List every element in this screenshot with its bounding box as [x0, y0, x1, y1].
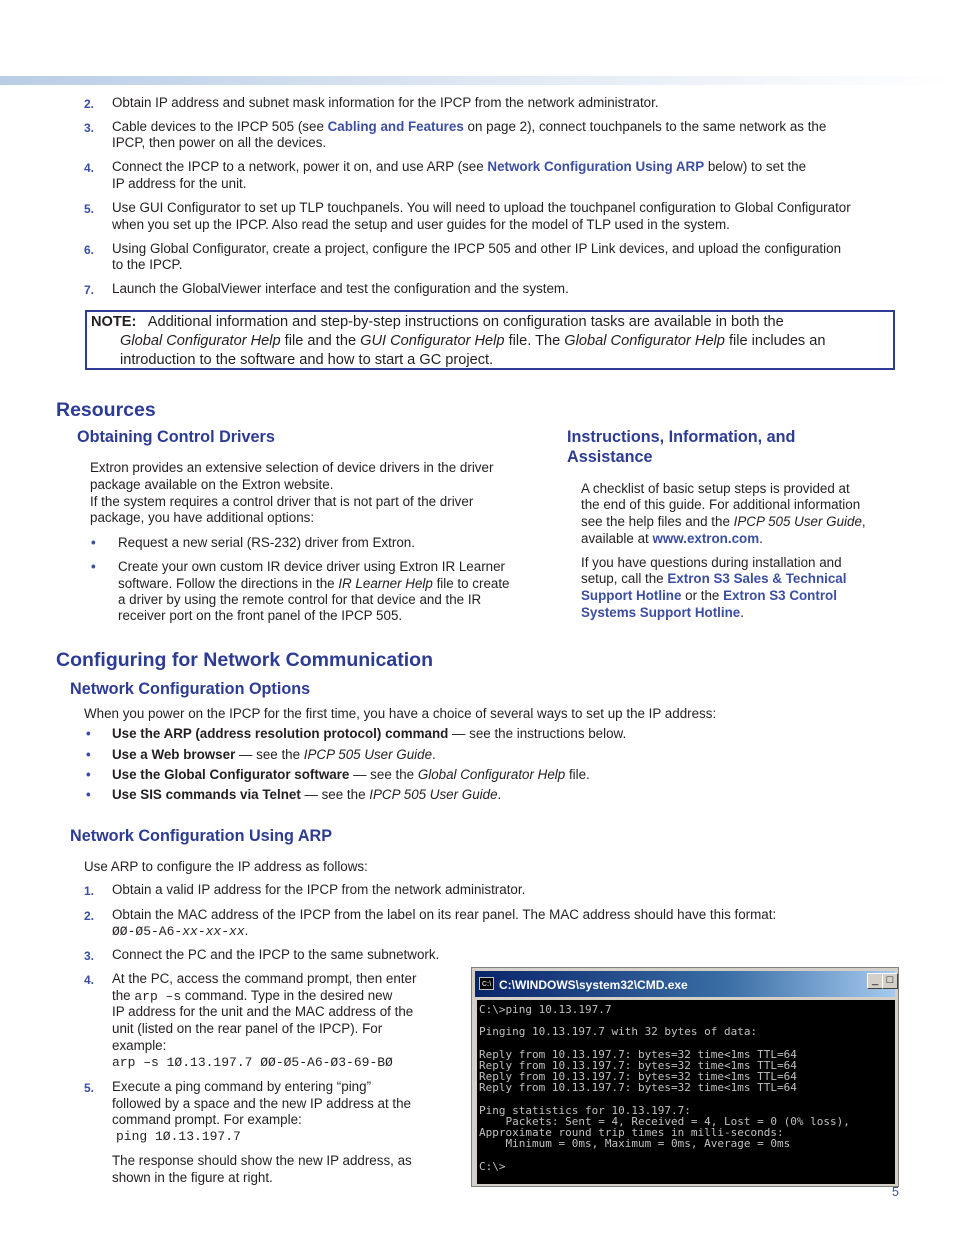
- control-support-link[interactable]: Systems Support Hotline: [581, 605, 741, 620]
- arp-step: At the PC, access the command prompt, then enter: [112, 971, 417, 986]
- note-text: NOTE: Additional information and step-by-step instructions on configuration tasks are available in both the: [91, 314, 784, 330]
- step-text: Launch the GlobalViewer interface and test the configuration and the system.: [112, 281, 569, 296]
- assist-text: Support Hotline or the Extron S3 Control: [581, 588, 837, 603]
- cmd-output: [477, 1000, 895, 1184]
- step-text: Connect the IPCP to a network, power it on, and use ARP (see Network Configuration Using ARP below) to set the: [112, 159, 807, 174]
- bullet: •: [86, 767, 91, 782]
- cmd-title-bar: [475, 971, 895, 997]
- extron-website-link[interactable]: www.extron.com: [652, 531, 760, 546]
- page-number: 5: [892, 1185, 899, 1199]
- header-gradient-bar: [0, 76, 954, 85]
- arp-step: Execute a ping command by entering “ping”: [112, 1079, 372, 1094]
- options-intro: When you power on the IPCP for the first time, you have a choice of several ways to set up the IP address:: [84, 706, 717, 721]
- cmd-line: C:\>: [479, 1159, 506, 1173]
- assist-text: Systems Support Hotline.: [581, 605, 744, 620]
- cmd-line: Reply from 10.13.197.7: bytes=32 time<1ms TTL=64: [479, 1059, 797, 1073]
- arp-step: IP address for the unit and the MAC address of the: [112, 1004, 414, 1019]
- step-text: Obtain IP address and subnet mask information for the IPCP from the network administrator.: [112, 95, 659, 110]
- step-number: 4.: [84, 161, 95, 175]
- assist-heading: Instructions, Information, and: [567, 428, 796, 446]
- bullet: •: [86, 747, 91, 762]
- arp-step: example:: [112, 1038, 167, 1053]
- step-text: to the IPCP.: [112, 257, 183, 272]
- step-text: Cable devices to the IPCP 505 (see Cabling and Features on page 2), connect touchpanels to the same network as the: [112, 119, 827, 134]
- drivers-bullet-text: Create your own custom IR device driver using Extron IR Learner: [118, 559, 506, 574]
- assist-heading: Assistance: [567, 448, 653, 466]
- cmd-line: [479, 1150, 893, 1161]
- bullet: •: [91, 535, 96, 550]
- maximize-button[interactable]: □: [882, 973, 898, 989]
- drivers-bullet-text: software. Follow the directions in the IR Learner Help file to create: [118, 576, 510, 591]
- minimize-button[interactable]: _: [867, 973, 883, 989]
- options-heading: Network Configuration Options: [70, 680, 311, 698]
- ping-command-example: ping 1Ø.13.197.7: [116, 1129, 241, 1144]
- arp-step: shown in the figure at right.: [112, 1170, 273, 1185]
- step-number: 3.: [84, 949, 95, 963]
- cmd-line: Ping statistics for 10.13.197.7:: [479, 1103, 691, 1117]
- bullet: •: [86, 726, 91, 741]
- step-number: 4.: [84, 973, 95, 987]
- step-number: 2.: [84, 909, 95, 923]
- arp-step: unit (listed on the rear panel of the IPCP). For: [112, 1021, 383, 1036]
- drivers-heading: Obtaining Control Drivers: [77, 428, 275, 446]
- cmd-title: C:\WINDOWS\system32\CMD.exe: [499, 978, 688, 992]
- assist-text: A checklist of basic setup steps is provided at: [581, 481, 850, 496]
- option-item: Use the Global Configurator software — see the Global Configurator Help file.: [112, 767, 590, 782]
- arp-step: command prompt. For example:: [112, 1112, 302, 1127]
- sales-support-link[interactable]: Extron S3 Sales & Technical: [667, 571, 847, 586]
- note-label: NOTE:: [91, 314, 137, 330]
- cmd-line: Packets: Sent = 4, Received = 4, Lost = 0 (0% loss),: [479, 1115, 850, 1129]
- network-heading: Configuring for Network Communication: [56, 649, 433, 671]
- step-number: 2.: [84, 97, 95, 111]
- drivers-text: package available on the Extron website.: [90, 477, 334, 492]
- drivers-bullet-text: a driver by using the remote control for that device and the IR: [118, 592, 482, 607]
- option-item: Use SIS commands via Telnet — see the IPCP 505 User Guide.: [112, 787, 502, 802]
- drivers-text: package, you have additional options:: [90, 510, 315, 525]
- cmd-line: C:\>ping 10.13.197.7: [479, 1003, 612, 1016]
- cmd-line: Minimum = 0ms, Maximum = 0ms, Average = 0ms: [479, 1137, 791, 1151]
- arp-link[interactable]: Network Configuration Using ARP: [487, 159, 705, 174]
- cmd-line: Reply from 10.13.197.7: bytes=32 time<1ms TTL=64: [479, 1047, 797, 1061]
- bullet: •: [86, 787, 91, 802]
- step-text: when you set up the IPCP. Also read the setup and user guides for the model of TLP used in the system.: [112, 217, 730, 232]
- step-number: 1.: [84, 884, 95, 898]
- step-text: IP address for the unit.: [112, 176, 247, 191]
- mac-format: ØØ-Ø5-A6-xx-xx-xx.: [112, 923, 249, 939]
- cabling-link[interactable]: Cabling and Features: [327, 119, 464, 134]
- cmd-line: Reply from 10.13.197.7: bytes=32 time<1ms TTL=64: [479, 1070, 797, 1084]
- cmd-window: [471, 967, 899, 1187]
- cmd-line: Reply from 10.13.197.7: bytes=32 time<1ms TTL=64: [479, 1081, 797, 1095]
- step-number: 6.: [84, 243, 95, 257]
- arp-step: Connect the PC and the IPCP to the same subnetwork.: [112, 947, 440, 962]
- step-text: Using Global Configurator, create a project, configure the IPCP 505 and other IP Link devices, and upload the configuration: [112, 241, 842, 256]
- drivers-bullet-text: receiver port on the front panel of the IPCP 505.: [118, 608, 403, 623]
- step-number: 3.: [84, 121, 95, 135]
- arp-intro: Use ARP to configure the IP address as follows:: [84, 859, 368, 874]
- assist-text: the end of this guide. For additional information: [581, 497, 861, 512]
- note-text: introduction to the software and how to start a GC project.: [120, 352, 494, 368]
- step-text: IPCP, then power on all the devices.: [112, 135, 327, 150]
- control-support-link[interactable]: Extron S3 Control: [723, 588, 837, 603]
- cmd-line: Approximate round trip times in milli-seconds:: [479, 1126, 784, 1140]
- option-item: Use the ARP (address resolution protocol) command — see the instructions below.: [112, 726, 627, 741]
- assist-text: setup, call the Extron S3 Sales & Technical: [581, 571, 847, 586]
- bullet: •: [91, 559, 96, 574]
- arp-step: followed by a space and the new IP address at the: [112, 1096, 412, 1111]
- arp-step: Obtain a valid IP address for the IPCP from the network administrator.: [112, 882, 526, 897]
- assist-text: If you have questions during installation and: [581, 555, 842, 570]
- resources-heading: Resources: [56, 399, 156, 421]
- arp-step: Obtain the MAC address of the IPCP from the label on its rear panel. The MAC address should have this format:: [112, 907, 777, 922]
- sales-support-link[interactable]: Support Hotline: [581, 588, 682, 603]
- drivers-bullet-text: Request a new serial (RS-232) driver from Extron.: [118, 535, 415, 550]
- arp-step: The response should show the new IP address, as: [112, 1153, 412, 1168]
- arp-heading: Network Configuration Using ARP: [70, 827, 332, 845]
- step-number: 7.: [84, 283, 95, 297]
- assist-text: see the help files and the IPCP 505 User Guide,: [581, 514, 866, 529]
- cmd-icon: C:\: [479, 977, 494, 990]
- arp-step: the arp –s command. Type in the desired new: [112, 988, 393, 1004]
- step-number: 5.: [84, 1081, 95, 1095]
- option-item: Use a Web browser — see the IPCP 505 User Guide.: [112, 747, 436, 762]
- step-text: Use GUI Configurator to set up TLP touchpanels. You will need to upload the touchpanel configuration to Global Configurator: [112, 200, 851, 215]
- assist-text: available at www.extron.com.: [581, 531, 763, 546]
- drivers-text: Extron provides an extensive selection of device drivers in the driver: [90, 460, 494, 475]
- drivers-text: If the system requires a control driver that is not part of the driver: [90, 494, 474, 509]
- cmd-line: Pinging 10.13.197.7 with 32 bytes of data:: [479, 1025, 758, 1039]
- note-text: Global Configurator Help file and the GUI Configurator Help file. The Global Configurator Help file includes an: [120, 333, 826, 349]
- step-number: 5.: [84, 202, 95, 216]
- arp-command-example: arp –s 1Ø.13.197.7 ØØ-Ø5-A6-Ø3-69-BØ: [112, 1055, 393, 1070]
